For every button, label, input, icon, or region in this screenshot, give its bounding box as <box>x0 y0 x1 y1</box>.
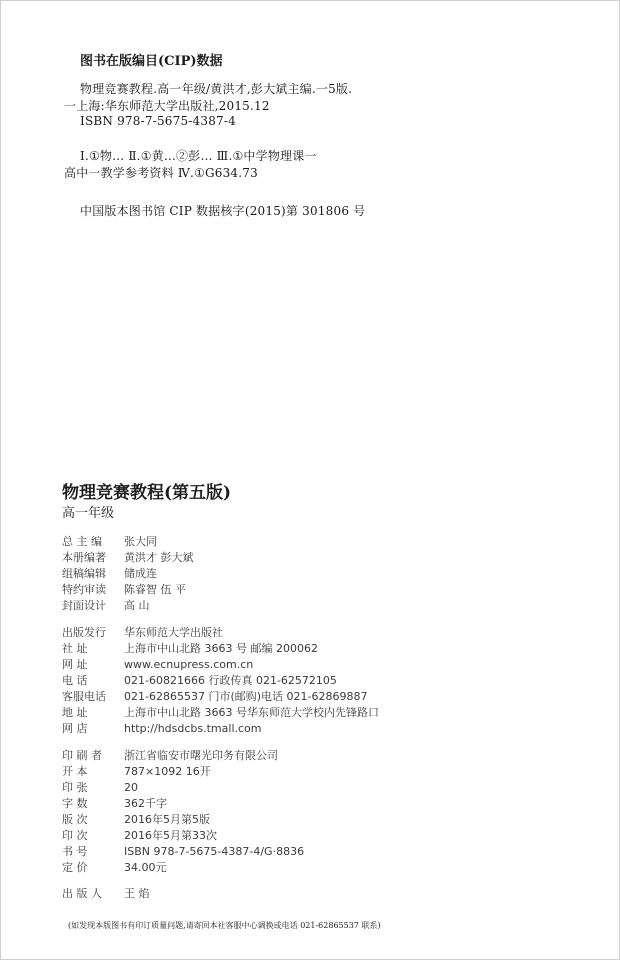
credit-label: 封面设计 <box>62 599 106 612</box>
publisher-row <box>62 640 318 656</box>
printing-label: 字 数 <box>62 797 88 810</box>
publisher-value: www.ecnupress.com.cn <box>124 658 254 671</box>
book-subtitle: 高一年级 <box>62 506 115 521</box>
credit-row <box>62 533 157 549</box>
publisher-row <box>62 656 253 672</box>
printing-label: 版 次 <box>62 813 88 826</box>
cip-line: 高中一教学参考资料 Ⅳ.①G634.73 <box>64 166 258 180</box>
cip-line: 物理竞赛教程.高一年级/黄洪才,彭大斌主编.一5版. <box>80 82 353 96</box>
printing-value: ISBN 978-7-5675-4387-4/G·8836 <box>124 845 305 858</box>
publisher-person-value: 王 焰 <box>124 887 150 900</box>
credit-label: 特约审读 <box>62 583 106 596</box>
publisher-value: 021-60821666 行政传真 021-62572105 <box>124 674 337 687</box>
credit-row <box>62 581 186 597</box>
cip-line: ISBN 978-7-5675-4387-4 <box>80 114 236 128</box>
printing-value: 787×1092 16开 <box>124 765 211 778</box>
cip-heading: 图书在版编目(CIP)数据 <box>80 54 223 69</box>
credit-value: 陈睿智 伍 平 <box>124 583 186 596</box>
credit-value: 储成连 <box>124 567 157 580</box>
publisher-row <box>62 704 379 720</box>
publisher-row <box>62 624 223 640</box>
publisher-label: 出版发行 <box>62 626 106 639</box>
printing-value: 362千字 <box>124 797 167 810</box>
printing-value: 浙江省临安市曙光印务有限公司 <box>124 749 278 762</box>
publisher-label: 客服电话 <box>62 690 106 703</box>
publisher-person-row <box>62 885 150 901</box>
publisher-label: 网 址 <box>62 658 88 671</box>
printing-value: 34.00元 <box>124 861 167 874</box>
printing-value: 2016年5月第33次 <box>124 829 217 842</box>
printing-label: 开 本 <box>62 765 88 778</box>
credit-value: 张大同 <box>124 535 157 548</box>
cip-line: 中国版本图书馆 CIP 数据核字(2015)第 301806 号 <box>80 204 366 218</box>
credit-label: 本册编著 <box>62 551 106 564</box>
printing-label: 定 价 <box>62 861 88 874</box>
printing-label: 印 刷 者 <box>62 749 102 762</box>
printing-row <box>62 859 167 875</box>
book-title: 物理竞赛教程(第五版) <box>62 483 232 503</box>
publisher-value: 021-62865537 门市(邮购)电话 021-62869887 <box>124 690 368 703</box>
printing-row <box>62 763 211 779</box>
publisher-label: 电 话 <box>62 674 88 687</box>
printing-row <box>62 811 210 827</box>
publisher-row <box>62 720 262 736</box>
publisher-label: 网 店 <box>62 722 88 735</box>
printing-row <box>62 827 217 843</box>
printing-row <box>62 747 278 763</box>
printing-row <box>62 779 138 795</box>
credit-row <box>62 549 194 565</box>
credit-value: 高 山 <box>124 599 150 612</box>
printing-label: 书 号 <box>62 845 88 858</box>
quality-notice: (如发现本版图书有印订质量问题,请寄回本社客服中心调换或电话 021-62865537 联系) <box>68 921 381 930</box>
cip-line: Ⅰ.①物… Ⅱ.①黄…②彭… Ⅲ.①中学物理课一 <box>80 149 317 163</box>
printing-row <box>62 795 167 811</box>
publisher-value: 华东师范大学出版社 <box>124 626 223 639</box>
publisher-row <box>62 688 367 704</box>
printing-label: 印 次 <box>62 829 88 842</box>
printing-value: 2016年5月第5版 <box>124 813 210 826</box>
publisher-row <box>62 672 337 688</box>
publisher-value: 上海市中山北路 3663 号华东师范大学校内先锋路口 <box>124 706 379 719</box>
printing-label: 印 张 <box>62 781 88 794</box>
cip-line: 一上海:华东师范大学出版社,2015.12 <box>64 99 270 113</box>
printing-row <box>62 843 304 859</box>
printing-value: 20 <box>124 781 138 794</box>
publisher-label: 社 址 <box>62 642 88 655</box>
credit-value: 黄洪才 彭大斌 <box>124 551 194 564</box>
credit-label: 总 主 编 <box>62 535 102 548</box>
credit-label: 组稿编辑 <box>62 567 106 580</box>
publisher-label: 地 址 <box>62 706 88 719</box>
publisher-person-label: 出 版 人 <box>62 887 102 900</box>
credit-row <box>62 565 157 581</box>
credit-row <box>62 597 150 613</box>
publisher-value: 上海市中山北路 3663 号 邮编 200062 <box>124 642 318 655</box>
publisher-value: http://hdsdcbs.tmall.com <box>124 722 262 735</box>
